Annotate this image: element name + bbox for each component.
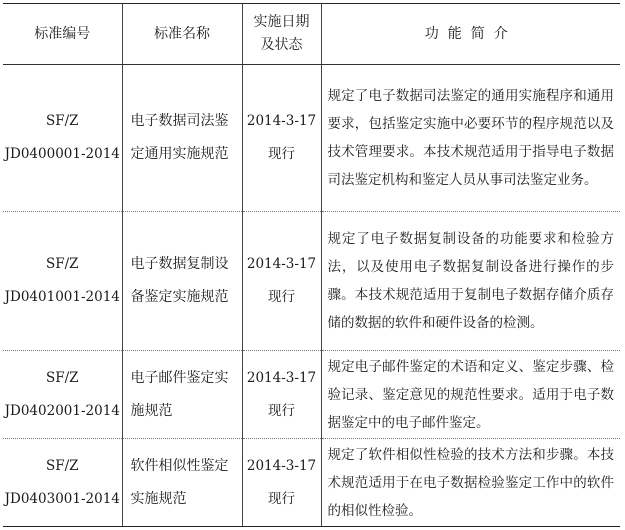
status: 现行: [268, 490, 295, 507]
date-status-cell: [242, 65, 321, 212]
description: 规定了软件相似性检验的技术方法和步骤。本技术规范适用于在电子数据检验鉴定工作中的软件的相似性检验。: [321, 439, 620, 527]
header-date-status: [242, 4, 321, 65]
standard-name: 电子数据复制设备鉴定实施规范: [122, 212, 242, 351]
standard-code: JD0400001-2014: [4, 146, 120, 162]
header-row: [3, 4, 620, 65]
standard-code: JD0403001-2014: [4, 490, 120, 507]
standard-prefix: SF/Z: [45, 369, 79, 386]
date-status-cell: [242, 439, 321, 527]
table-row: [3, 65, 620, 212]
table-row: [3, 351, 620, 439]
header-features: 功能简介: [321, 4, 620, 65]
header-number: 标准编号: [3, 4, 122, 65]
effective-date: 2014-3-17: [246, 256, 317, 272]
standard-number-cell: [3, 439, 122, 527]
header-date-line1: 实施日期: [253, 14, 310, 30]
standard-name: 电子数据司法鉴定通用实施规范: [122, 65, 242, 212]
table-row: [3, 439, 620, 527]
standards-table: [3, 3, 620, 527]
description: 规定了电子数据复制设备的功能要求和检验方法，以及使用电子数据复制设备进行操作的步骤。本技术规范适用于复制电子数据存储介质存储的数据的软件和硬件设备的检测。: [321, 212, 620, 351]
date-status-cell: [242, 351, 321, 439]
effective-date: 2014-3-17: [246, 457, 317, 474]
standard-number-cell: [3, 65, 122, 212]
effective-date: 2014-3-17: [246, 113, 317, 129]
standard-number-cell: [3, 212, 122, 351]
date-status-cell: [242, 212, 321, 351]
standard-prefix: SF/Z: [45, 256, 79, 272]
standard-prefix: SF/Z: [45, 113, 79, 129]
standard-code: JD0402001-2014: [4, 402, 120, 419]
table-row: [3, 212, 620, 351]
standard-code: JD0401001-2014: [4, 289, 120, 305]
standard-name: 电子邮件鉴定实施规范: [122, 351, 242, 439]
header-name: 标准名称: [122, 4, 242, 65]
standard-prefix: SF/Z: [45, 457, 79, 474]
status: 现行: [268, 146, 295, 162]
standard-name: 软件相似性鉴定实施规范: [122, 439, 242, 527]
description: 规定电子邮件鉴定的术语和定义、鉴定步骤、检验记录、鉴定意见的规范性要求。适用于电子数据鉴定中的电子邮件鉴定。: [321, 351, 620, 439]
status: 现行: [268, 402, 295, 419]
effective-date: 2014-3-17: [246, 369, 317, 386]
header-date-line2: 及状态: [260, 37, 303, 53]
description: 规定了电子数据司法鉴定的通用实施程序和通用要求，包括鉴定实施中必要环节的程序规范以及技术管理要求。本技术规范适用于指导电子数据司法鉴定机构和鉴定人员从事司法鉴定业务。: [321, 65, 620, 212]
status: 现行: [268, 289, 295, 305]
standard-number-cell: [3, 351, 122, 439]
